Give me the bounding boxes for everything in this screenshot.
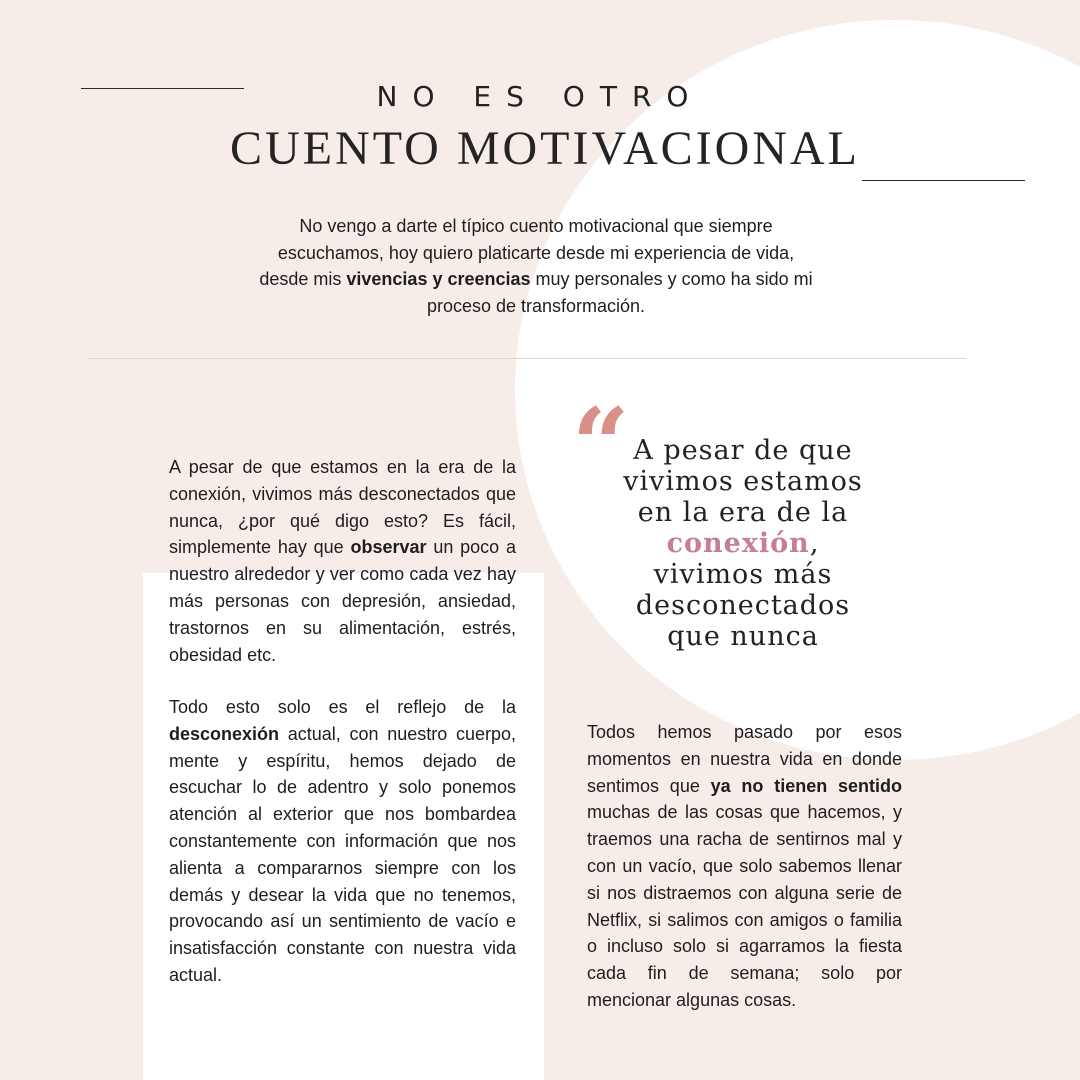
section-divider bbox=[87, 358, 966, 359]
page-title: CUENTO MOTIVACIONAL bbox=[230, 122, 860, 175]
text-run: un poco a nuestro alrededor y ver como cada vez hay más personas con depresión, ansiedad, trastornos en su alimentación, estrés, obesidad etc. bbox=[169, 537, 516, 665]
text-run: muchas de las cosas que hacemos, y traemos una racha de sentirnos mal y con un vacío, que solo sabemos llenar si nos distraemos con alguna serie de Netflix, si salimos con amigos o familia o incluso solo si agarramos la fiesta cada fin de semana; solo por mencionar algunas cosas. bbox=[587, 802, 902, 1010]
emphasis-text: vivencias y creencias bbox=[346, 269, 531, 289]
emphasis-text: observar bbox=[350, 537, 427, 558]
intro-paragraph bbox=[255, 213, 817, 319]
text-run: Todo esto solo es el reflejo de la bbox=[169, 697, 516, 717]
decorative-line-left bbox=[81, 88, 244, 89]
text-run: Todos hemos pasado por esos momentos en nuestra vida en donde sentimos que bbox=[587, 722, 902, 796]
header-kicker: NO ES OTRO bbox=[376, 80, 704, 113]
text-run: A pesar de que estamos en la era de la conexión, vivimos más desconectados que nunca, ¿por qué digo esto? Es fácil, simplemente hay que bbox=[169, 457, 516, 558]
body-paragraph-3 bbox=[587, 719, 902, 1014]
pull-quote-before: A pesar de que vivimos estamos en la era de la bbox=[623, 435, 863, 528]
text-run: No vengo a darte el típico cuento motivacional que siempre escuchamos, hoy quiero platicarte desde mi experiencia de vida, desde mis bbox=[259, 216, 795, 289]
body-paragraph-1 bbox=[169, 454, 516, 668]
emphasis-text: ya no tienen sentido bbox=[710, 775, 902, 796]
body-paragraph-2 bbox=[169, 694, 516, 989]
pull-quote-highlight: conexión bbox=[666, 528, 810, 559]
text-run: actual, con nuestro cuerpo, mente y espíritu, hemos dejado de escuchar lo de adentro y solo ponemos atención al exterior que nos bombardea constantemente con información que nos alienta a compararnos siempre con los demás y desear la vida que no tenemos, provocando así un sentimiento de vacío e insatisfacción constante con nuestra vida actual. bbox=[169, 723, 516, 985]
emphasis-text: desconexión bbox=[169, 723, 280, 744]
pull-quote bbox=[608, 435, 878, 652]
quote-mark-icon: “ bbox=[572, 386, 624, 504]
decorative-line-right bbox=[862, 180, 1025, 181]
text-run: muy personales y como ha sido mi proceso de transformación. bbox=[426, 269, 813, 316]
pull-quote-after: , vivimos más desconectados que nunca bbox=[635, 528, 851, 652]
